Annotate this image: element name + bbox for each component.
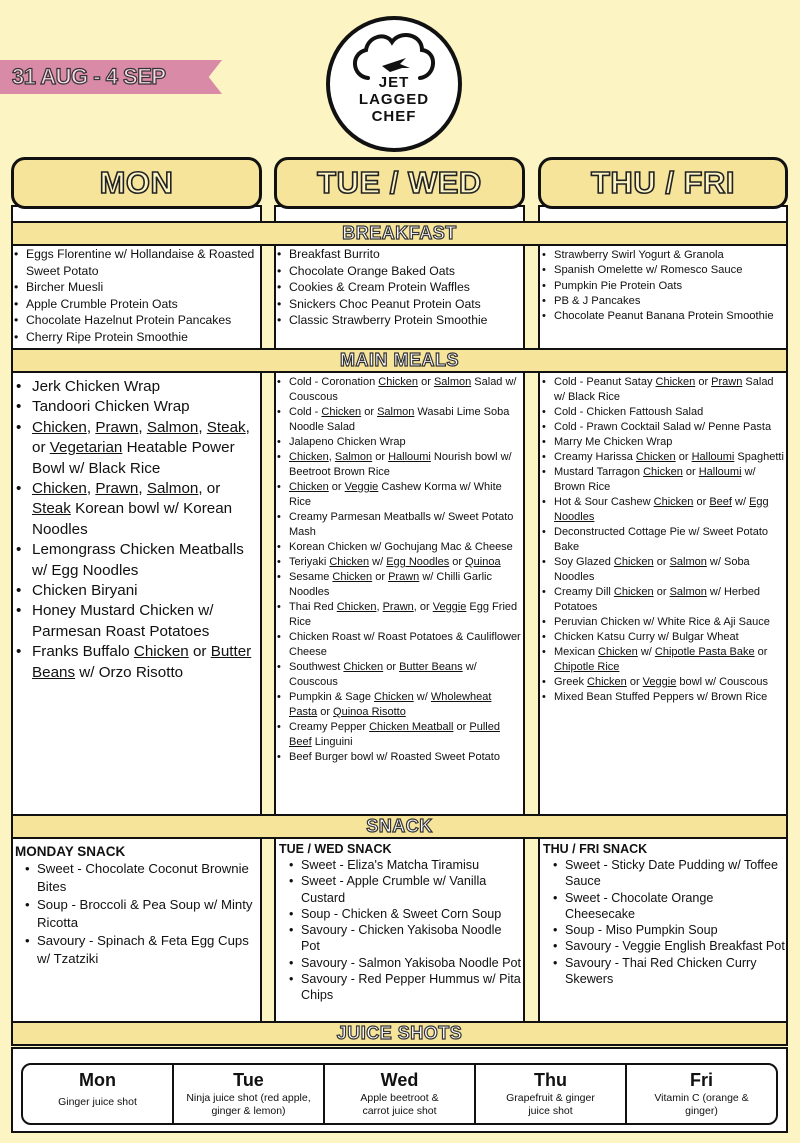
list-item: • Pumpkin & Sage Chicken w/ Wholewheat Pasta or Quinoa Risotto bbox=[277, 690, 522, 720]
option-word: Halloumi bbox=[691, 451, 735, 463]
list-item: • Hot & Sour Cashew Chicken or Beef w/ Egg Noodles bbox=[542, 495, 785, 525]
option-word: Chicken bbox=[139, 602, 195, 620]
list-item: • Chocolate Orange Baked Oats bbox=[277, 263, 521, 280]
snack-mon bbox=[15, 844, 259, 1014]
option-word: Chicken bbox=[64, 378, 120, 395]
option-word: Chicken bbox=[554, 631, 594, 643]
list-item: • Mustard Tarragon Chicken or Halloumi w/ Brown Rice bbox=[542, 465, 785, 495]
snack-mon-list bbox=[15, 860, 259, 968]
option-word: Egg Noodles bbox=[554, 496, 769, 523]
list-item: • Cold - Coronation Chicken or Salmon Salad w/ Couscous bbox=[277, 375, 522, 405]
option-word: Salmon bbox=[669, 556, 707, 568]
jet-lagged-chef-logo bbox=[326, 16, 462, 152]
section-breakfast bbox=[11, 221, 788, 246]
option-word: Halloumi bbox=[698, 466, 742, 478]
option-word: Veggie bbox=[642, 676, 677, 688]
list-item: • Sesame Chicken or Prawn w/ Chilli Garlic Noodles bbox=[277, 570, 522, 600]
option-word: Chicken Meatball bbox=[369, 721, 454, 733]
option-word: Chicken bbox=[289, 481, 329, 493]
list-item: • Sweet - Eliza's Matcha Tiramisu bbox=[289, 857, 522, 873]
juice-cell-thu bbox=[476, 1065, 627, 1123]
list-item: • Strawberry Swirl Yogurt & Granola bbox=[542, 248, 784, 263]
option-word: Chicken bbox=[378, 376, 419, 388]
snack-tue-wed bbox=[279, 841, 522, 1016]
list-item: • Teriyaki Chicken w/ Egg Noodles or Quinoa bbox=[277, 555, 522, 570]
list-item: • Chicken Biryani bbox=[16, 581, 258, 601]
list-item: • Savoury - Thai Red Chicken Curry Skewers bbox=[553, 955, 785, 988]
list-item: • Tandoori Chicken Wrap bbox=[16, 397, 258, 417]
list-item: • Peruvian Chicken w/ White Rice & Aji Sauce bbox=[542, 615, 785, 630]
snack-tue-wed-list bbox=[279, 857, 522, 1004]
section-main-meals bbox=[11, 348, 788, 373]
option-word: Egg Noodles bbox=[51, 561, 139, 579]
list-item: • Greek Chicken or Veggie bowl w/ Couscous bbox=[542, 675, 785, 690]
list-item: • Chicken or Veggie Cashew Korma w/ White Rice bbox=[277, 480, 522, 510]
day-title-mon: MON bbox=[99, 165, 174, 200]
list-item: • Marry Me Chicken Wrap bbox=[542, 435, 785, 450]
list-item: • Chicken Roast w/ Roast Potatoes & Cauliflower Cheese bbox=[277, 630, 522, 660]
list-item: • Creamy Dill Chicken or Salmon w/ Herbed Potatoes bbox=[542, 585, 785, 615]
breakfast-tue-wed-list bbox=[277, 246, 521, 329]
option-word: Prawn bbox=[586, 421, 618, 433]
juice-text-wed: Apple beetroot & carrot juice shot bbox=[360, 1092, 439, 1117]
option-word: Chicken bbox=[598, 646, 638, 658]
option-word: Prawn bbox=[382, 601, 414, 613]
list-item: • Beef Burger bowl w/ Roasted Sweet Potato bbox=[277, 750, 522, 765]
option-word: Chicken bbox=[329, 556, 370, 568]
logo-text-chef: CHEF bbox=[371, 108, 417, 125]
list-item: • Franks Buffalo Chicken or Butter Beans w/ Orzo Risotto bbox=[16, 642, 258, 683]
option-word: Prawn bbox=[95, 480, 139, 498]
section-title-main-meals: MAIN MEALS bbox=[340, 350, 459, 370]
option-word: Vegetarian bbox=[49, 439, 123, 457]
option-word: Veggie bbox=[344, 481, 379, 493]
list-item: • PB & J Pancakes bbox=[542, 294, 784, 309]
day-header-mon bbox=[11, 157, 262, 209]
juice-text-fri: Vitamin C (orange & ginger) bbox=[654, 1092, 749, 1117]
option-word: Veggie bbox=[432, 601, 467, 613]
list-item: • Eggs Florentine w/ Hollandaise & Roasted Sweet Potato bbox=[14, 246, 258, 279]
option-word: Chicken bbox=[327, 541, 368, 553]
breakfast-mon bbox=[14, 246, 258, 346]
option-word: Steak bbox=[206, 418, 246, 436]
date-range: 31 AUG - 4 SEP bbox=[12, 64, 166, 89]
juice-cell-tue bbox=[174, 1065, 325, 1123]
option-word: Chicken bbox=[332, 571, 373, 583]
option-word: Wholewheat Pasta bbox=[289, 691, 492, 718]
list-item: • Chicken Katsu Curry w/ Bulgar Wheat bbox=[542, 630, 785, 645]
option-word: Chicken bbox=[343, 661, 384, 673]
list-item: • Chicken, Prawn, Salmon, Steak, or Vegetarian Heatable Power Bowl w/ Black Rice bbox=[16, 418, 258, 479]
logo-text-jet: JET bbox=[378, 74, 410, 91]
list-item: • Cookies & Cream Protein Waffles bbox=[277, 279, 521, 296]
list-item: • Savoury - Chicken Yakisoba Noodle Pot bbox=[289, 922, 522, 955]
snack-title-mon: MONDAY SNACK bbox=[15, 844, 126, 859]
option-word: Chicken bbox=[643, 466, 683, 478]
breakfast-thu-fri-list bbox=[542, 248, 784, 324]
option-word: Steak bbox=[32, 500, 71, 518]
option-word: Salmon bbox=[377, 406, 415, 418]
option-word: Chicken bbox=[587, 676, 627, 688]
list-item: • Sweet - Sticky Date Pudding w/ Toffee Sauce bbox=[553, 857, 785, 890]
list-item: • Apple Crumble Protein Oats bbox=[14, 296, 258, 313]
option-word: Salmon bbox=[433, 376, 472, 388]
section-snack bbox=[11, 814, 788, 839]
list-item: • Chicken, Salmon or Halloumi Nourish bowl w/ Beetroot Brown Rice bbox=[277, 450, 522, 480]
option-word: Beef bbox=[709, 496, 732, 508]
list-item: • Savoury - Salmon Yakisoba Noodle Pot bbox=[289, 955, 522, 971]
list-item: • Honey Mustard Chicken w/ Parmesan Roast Potatoes bbox=[16, 601, 258, 642]
section-title-juice-shots: JUICE SHOTS bbox=[336, 1023, 463, 1043]
option-word: Chicken bbox=[32, 582, 87, 600]
list-item: • Pumpkin Pie Protein Oats bbox=[542, 279, 784, 294]
list-item: • Mixed Bean Stuffed Peppers w/ Brown Rice bbox=[542, 690, 785, 705]
breakfast-tue-wed bbox=[277, 246, 521, 346]
option-word: Chicken bbox=[653, 496, 694, 508]
main-meals-thu-fri-list bbox=[542, 375, 785, 705]
day-title-tue-wed: TUE / WED bbox=[317, 165, 482, 200]
option-word: Salmon bbox=[146, 418, 199, 436]
snack-title-tue-wed: TUE / WED SNACK bbox=[279, 842, 392, 856]
juice-text-mon: Ginger juice shot bbox=[58, 1096, 137, 1108]
option-word: Chicken bbox=[600, 616, 641, 628]
list-item: • Bircher Muesli bbox=[14, 279, 258, 296]
list-item: • Thai Red Chicken, Prawn, or Veggie Egg Fried Rice bbox=[277, 600, 522, 630]
option-word: Prawn bbox=[95, 418, 139, 436]
list-item: • Southwest Chicken or Butter Beans w/ Couscous bbox=[277, 660, 522, 690]
option-word: Beef bbox=[289, 751, 312, 763]
option-word: Butter Beans bbox=[399, 661, 463, 673]
juice-day-wed: Wed bbox=[380, 1070, 419, 1090]
option-word: Prawn bbox=[711, 376, 743, 388]
option-word: Chicken bbox=[336, 601, 377, 613]
option-word: Chicken bbox=[635, 451, 676, 463]
juice-cell-fri bbox=[627, 1065, 776, 1123]
option-word: Butter Beans bbox=[32, 643, 252, 681]
list-item: • Jerk Chicken Wrap bbox=[16, 377, 258, 397]
breakfast-mon-list bbox=[14, 246, 258, 346]
section-juice-shots bbox=[11, 1021, 788, 1046]
list-item: • Mexican Chicken w/ Chipotle Pasta Bake or Chipotle Rice bbox=[542, 645, 785, 675]
section-title-breakfast: BREAKFAST bbox=[342, 223, 457, 243]
option-word: Chicken Meatball bbox=[119, 541, 237, 559]
list-item: • Breakfast Burrito bbox=[277, 246, 521, 263]
list-item: • Creamy Harissa Chicken or Halloumi Spaghetti bbox=[542, 450, 785, 465]
juice-day-thu: Thu bbox=[534, 1070, 567, 1090]
option-word: Chicken bbox=[289, 631, 329, 643]
list-item: • Savoury - Red Pepper Hummus w/ Pita Chips bbox=[289, 971, 522, 1004]
list-item: • Creamy Pepper Chicken Meatball or Pulled Beef Linguini bbox=[277, 720, 522, 750]
list-item: • Soup - Chicken & Sweet Corn Soup bbox=[289, 906, 522, 922]
option-word: Chicken bbox=[613, 556, 654, 568]
list-item: • Soy Glazed Chicken or Salmon w/ Soba Noodles bbox=[542, 555, 785, 585]
day-header-tue-wed bbox=[274, 157, 525, 209]
option-word: Chicken bbox=[94, 398, 150, 416]
list-item: • Lemongrass Chicken Meatballs w/ Egg Noodles bbox=[16, 540, 258, 581]
snack-thu-fri-list bbox=[543, 857, 785, 987]
main-meals-tue-wed-list bbox=[277, 375, 522, 765]
main-meals-tue-wed bbox=[277, 375, 522, 811]
option-word: Quinoa Risotto bbox=[333, 706, 406, 718]
option-word: Chicken bbox=[32, 480, 87, 498]
section-title-snack: SNACK bbox=[366, 816, 433, 836]
juice-text-tue: Ninja juice shot (red apple, ginger & lemon) bbox=[186, 1092, 311, 1117]
juice-cell-mon bbox=[23, 1065, 174, 1123]
list-item: • Chicken, Prawn, Salmon, or Steak Korean bowl w/ Korean Noodles bbox=[16, 479, 258, 540]
list-item: • Savoury - Veggie English Breakfast Pot bbox=[553, 938, 785, 954]
list-item: • Cold - Prawn Cocktail Salad w/ Penne Pasta bbox=[542, 420, 785, 435]
list-item: • Savoury - Spinach & Feta Egg Cups w/ Tzatziki bbox=[25, 932, 259, 968]
list-item: • Chocolate Peanut Banana Protein Smoothie bbox=[542, 309, 784, 324]
list-item: • Cherry Ripe Protein Smoothie bbox=[14, 329, 258, 346]
snack-thu-fri bbox=[543, 841, 785, 1016]
main-meals-mon bbox=[16, 377, 258, 811]
list-item: • Cold - Peanut Satay Chicken or Prawn Salad w/ Black Rice bbox=[542, 375, 785, 405]
option-word: Chicken bbox=[374, 691, 414, 703]
option-word: Chicken bbox=[603, 436, 644, 448]
juice-cell-wed bbox=[325, 1065, 476, 1123]
juice-text-thu: Grapefruit & ginger juice shot bbox=[506, 1092, 595, 1117]
list-item: • Chocolate Hazelnut Protein Pancakes bbox=[14, 312, 258, 329]
logo-text-lagged: LAGGED bbox=[358, 91, 430, 108]
option-word: Chicken bbox=[321, 406, 362, 418]
option-word: Halloumi bbox=[388, 451, 431, 463]
list-item: • Sweet - Chocolate Orange Cheesecake bbox=[553, 890, 785, 923]
list-item: • Cold - Chicken or Salmon Wasabi Lime Soba Noodle Salad bbox=[277, 405, 522, 435]
snack-title-thu-fri: THU / FRI SNACK bbox=[543, 842, 648, 856]
juice-day-mon: Mon bbox=[79, 1070, 116, 1090]
day-header-thu-fri bbox=[538, 157, 788, 209]
option-word: Salmon bbox=[334, 451, 373, 463]
option-word: Chicken bbox=[336, 436, 377, 448]
option-word: Chipotle Pasta Bake bbox=[654, 646, 755, 658]
juice-shots-table bbox=[21, 1063, 778, 1125]
option-word: Salmon bbox=[146, 480, 199, 498]
juice-shots-panel bbox=[11, 1047, 788, 1133]
list-item: • Soup - Broccoli & Pea Soup w/ Minty Ricotta bbox=[25, 896, 259, 932]
option-word: Chicken bbox=[289, 451, 329, 463]
list-item: • Deconstructed Cottage Pie w/ Sweet Potato Bake bbox=[542, 525, 785, 555]
option-word: Chicken bbox=[32, 418, 87, 436]
option-word: Prawn bbox=[388, 571, 420, 583]
option-word: Chipotle Rice bbox=[554, 661, 620, 673]
main-meals-thu-fri bbox=[542, 375, 785, 811]
option-word: Chicken bbox=[133, 643, 189, 661]
list-item: • Sweet - Chocolate Coconut Brownie Bites bbox=[25, 860, 259, 896]
list-item: • Snickers Choc Peanut Protein Oats bbox=[277, 296, 521, 313]
day-title-thu-fri: THU / FRI bbox=[591, 165, 735, 200]
list-item: • Classic Strawberry Protein Smoothie bbox=[277, 312, 521, 329]
option-word: Egg Noodles bbox=[386, 556, 450, 568]
option-word: Salmon bbox=[669, 586, 707, 598]
main-meals-mon-list bbox=[16, 377, 258, 683]
list-item: • Creamy Parmesan Meatballs w/ Sweet Potato Mash bbox=[277, 510, 522, 540]
option-word: Quinoa bbox=[465, 556, 501, 568]
list-item: • Cold - Chicken Fattoush Salad bbox=[542, 405, 785, 420]
list-item: • Spanish Omelette w/ Romesco Sauce bbox=[542, 263, 784, 278]
juice-day-tue: Tue bbox=[233, 1070, 264, 1090]
breakfast-thu-fri bbox=[542, 248, 784, 346]
option-word: Chicken bbox=[613, 586, 654, 598]
list-item: • Korean Chicken w/ Gochujang Mac & Cheese bbox=[277, 540, 522, 555]
option-word: Pulled Beef bbox=[289, 721, 500, 748]
option-word: Chicken bbox=[655, 376, 696, 388]
list-item: • Jalapeno Chicken Wrap bbox=[277, 435, 522, 450]
list-item: • Soup - Miso Pumpkin Soup bbox=[553, 922, 785, 938]
option-word: Chicken bbox=[586, 406, 627, 418]
list-item: • Sweet - Apple Crumble w/ Vanilla Custard bbox=[289, 873, 522, 906]
juice-day-fri: Fri bbox=[689, 1070, 713, 1090]
